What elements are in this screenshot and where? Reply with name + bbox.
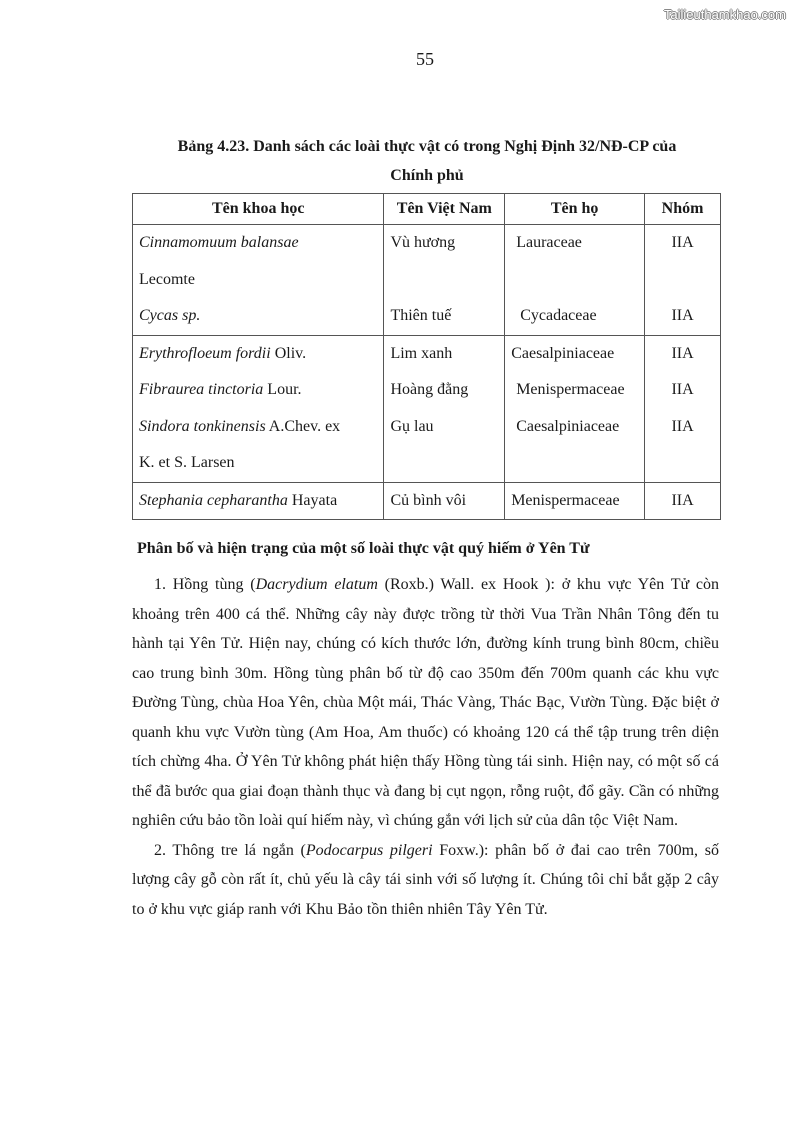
family-name: Caesalpiniaceae — [511, 344, 615, 362]
species-author: A.Chev. ex — [265, 417, 341, 435]
cell-vietnamese-names — [384, 482, 505, 520]
vn-name: Vù hương — [390, 234, 456, 251]
paragraph-hong-tung: 1. Hồng tùng (Dacrydium elatum (Roxb.) Wall. ex Hook ): ở khu vực Yên Tử còn khoảng trên 400 cá thể. Những cây này được trồng từ thời Vua Trần Nhân Tông đến tu hành tại Yên Tử. Hiện nay, chúng có kích thước lớn, đường kính trung bình 80cm, chiều cao trung bình 30m. Hồng tùng phân bố từ độ cao 350m đến 700m quanh các khu vực Đường Tùng, chùa Hoa Yên, chùa Một mái, Thác Vàng, Thác Bạc, Vườn Tùng. Đặc biệt ở quanh khu vực Vườn tùng (Am Hoa, Am thuốc) có khoảng 120 cá thể tập trung trên diện tích chừng 4ha. Ở Yên Tử không phát hiện thấy Hồng tùng tái sinh. Hiện nay, có một số cá thể đã bước qua giai đoạn thành thục và đang bị cụt ngọn, rỗng ruột, đổ gãy. Cần có những nghiên cứu bảo tồn loài quí hiếm này, vì chúng gắn với lịch sử của dân tộc Việt Nam. — [132, 576, 720, 829]
header-scientific-name: Tên khoa học — [133, 194, 384, 225]
table-row — [133, 482, 721, 520]
group-value: IIA — [671, 234, 694, 251]
cell-families — [505, 225, 645, 336]
cell-groups — [645, 482, 721, 520]
header-group: Nhóm — [645, 194, 721, 225]
page-number: 55 — [416, 49, 434, 69]
group-value: IIA — [671, 344, 694, 362]
family-name: Menispermaceae — [511, 491, 620, 509]
table-row — [133, 335, 721, 482]
paragraph-thong-tre: 2. Thông tre lá ngắn (Podocarpus pilgeri Foxw.): phân bố ở đai cao trên 700m, số lượng cây gỗ còn rất ít, chủ yếu là cây tái sinh với số lượng ít. Chúng tôi chỉ bắt gặp 2 cây to ở khu vực giáp ranh với Khu Bảo tồn thiên nhiên Tây Yên Tử. — [132, 841, 719, 918]
species-name: Fibraurea tinctoria — [139, 381, 264, 398]
caption-line-1: Bảng 4.23. Danh sách các loài thực vật có trong Nghị Định 32/NĐ-CP của — [177, 138, 677, 155]
species-name: Cycas sp. — [139, 307, 201, 324]
vn-name: Hoàng đằng — [390, 381, 469, 398]
family-name: Lauraceae — [516, 234, 582, 251]
vn-name: Gụ lau — [390, 417, 434, 435]
cell-families — [505, 335, 645, 482]
family-name: Caesalpiniaceae — [516, 417, 620, 435]
cell-families — [505, 482, 645, 520]
cell-vietnamese-names — [384, 225, 505, 336]
header-family: Tên họ — [505, 194, 645, 225]
species-name: Cinnamomuum balansae — [139, 234, 299, 251]
species-name: Erythrofloeum fordii — [139, 344, 271, 362]
vn-name: Lim xanh — [390, 344, 453, 362]
cell-scientific-names — [133, 482, 384, 520]
species-name: Podocarpus pilgeri — [305, 841, 433, 859]
species-author: Oliv. — [270, 344, 307, 362]
cell-scientific-names — [133, 225, 384, 336]
group-value: IIA — [671, 491, 694, 509]
cell-vietnamese-names — [384, 335, 505, 482]
body-text — [132, 570, 719, 924]
family-name: Menispermaceae — [516, 381, 625, 398]
group-value: IIA — [671, 307, 694, 324]
vn-name: Củ bình vôi — [390, 491, 467, 509]
site-watermark: Tailieuthamkhao.com — [663, 7, 786, 22]
table-row — [133, 225, 721, 336]
caption-line-2: Chính phủ — [390, 167, 464, 184]
species-author: Lour. — [263, 381, 302, 398]
species-name: Dacrydium elatum — [255, 576, 378, 593]
cell-groups — [645, 225, 721, 336]
header-vietnamese-name: Tên Việt Nam — [384, 194, 505, 225]
group-value: IIA — [671, 417, 694, 435]
group-value: IIA — [671, 381, 694, 398]
table-caption — [133, 132, 721, 190]
species-name: Sindora tonkinensis — [139, 417, 266, 435]
vn-name: Thiên tuế — [390, 307, 452, 324]
cell-scientific-names — [133, 335, 384, 482]
family-name: Cycadaceae — [520, 307, 597, 324]
species-author: K. et S. Larsen — [139, 454, 235, 471]
species-author: Lecomte — [139, 270, 195, 288]
cell-groups — [645, 335, 721, 482]
species-table — [132, 193, 721, 520]
species-author: Hayata — [287, 491, 338, 509]
species-name: Stephania cepharantha — [139, 491, 288, 509]
table-header-row — [133, 194, 721, 225]
section-subheading: Phân bố và hiện trạng của một số loài thực vật quý hiếm ở Yên Tử — [137, 540, 590, 557]
